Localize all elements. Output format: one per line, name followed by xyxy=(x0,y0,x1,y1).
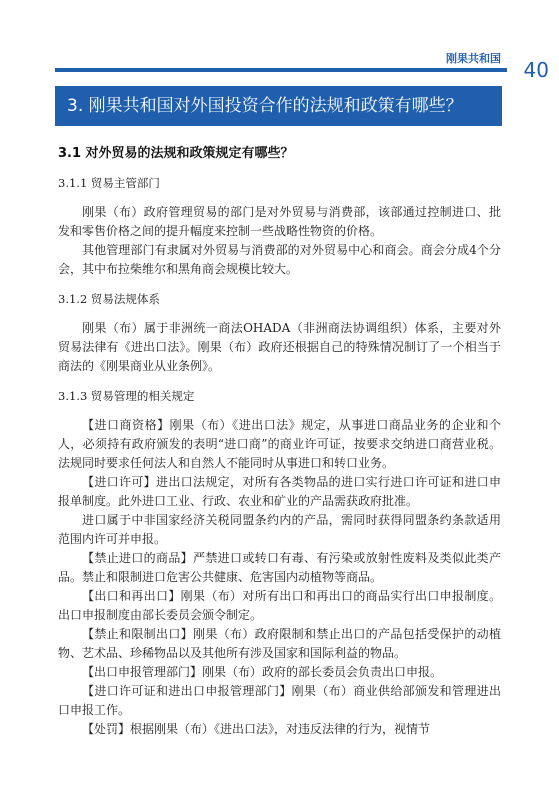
section-title: 3.1 对外贸易的法规和政策规定有哪些？ xyxy=(58,146,294,161)
paragraph: 【禁止进口的商品】严禁进口或转口有毒、有污染或放射性废料及类似此类产品。禁止和限制进口危害公共健康、危害国内动植物等商品。 xyxy=(58,551,501,584)
paragraph: 【出口申报管理部门】刚果（布）政府的部长委员会负责出口申报。 xyxy=(82,665,443,679)
paragraph: 刚果（布）政府管理贸易的部门是对外贸易与消费部，该部通过控制进口、批发和零售价格之间的提升幅度来控制一些战略性物资的价格。 xyxy=(58,205,501,238)
paragraph: 其他管理部门有隶属对外贸易与消费部的对外贸易中心和商会。商会分成4个分会，其中布拉柴维尔和黑角商会规模比较大。 xyxy=(58,243,501,276)
subsection-title-trade-regulations: 3.1.3 贸易管理的相关规定 xyxy=(58,389,195,403)
paragraph: 【处罚】根据刚果（布）《进出口法》，对违反法律的行为，视情节 xyxy=(82,722,431,736)
paragraph: 【进口许可证和进出口申报管理部门】刚果（布）商业供给部颁发和管理进出口申报工作。 xyxy=(58,684,501,717)
paragraph: 【出口和再出口】刚果（布）对所有出口和再出口的商品实行出口申报制度。出口申报制度由部长委员会颁令制定。 xyxy=(58,589,501,622)
paragraph: 【禁止和限制出口】刚果（布）政府限制和禁止出口的产品包括受保护的动植物、艺术品、珍稀物品以及其他所有涉及国家和国际利益的物品。 xyxy=(58,627,501,660)
paragraph: 【进口许可】进出口法规定，对所有各类物品的进口实行进口许可证和进口申报单制度。此外进口工业、行政、农业和矿业的产品需获政府批准。 xyxy=(58,475,501,508)
subsection-title-trade-authority: 3.1.1 贸易主管部门 xyxy=(58,176,160,190)
header-country-label: 刚果共和国 xyxy=(446,52,501,65)
page-content xyxy=(58,142,501,739)
paragraph: 【进口商资格】刚果（布）《进出口法》规定，从事进口商品业务的企业和个人，必须持有政府颁发的表明“进口商”的商业许可证，按要求交纳进口商营业税。法规同时要求任何法人和自然人不能同时从事进口和转口业务。 xyxy=(58,418,501,470)
paragraph: 刚果（布）属于非洲统一商法OHADA（非洲商法协调组织）体系，主要对外贸易法律有《进出口法》。刚果（布）政府还根据自己的特殊情况制订了一个相当于商法的《刚果商业从业条例》。 xyxy=(58,321,501,373)
page-number: 40 xyxy=(523,58,549,82)
paragraph: 进口属于中非国家经济关税同盟条约内的产品，需同时获得同盟条约条款适用范围内许可并申报。 xyxy=(58,513,501,546)
header-rule xyxy=(55,68,507,72)
subsection-title-trade-law-system: 3.1.2 贸易法规体系 xyxy=(58,292,160,306)
chapter-title-banner: 3. 刚果共和国对外国投资合作的法规和政策有哪些？ xyxy=(55,86,502,126)
